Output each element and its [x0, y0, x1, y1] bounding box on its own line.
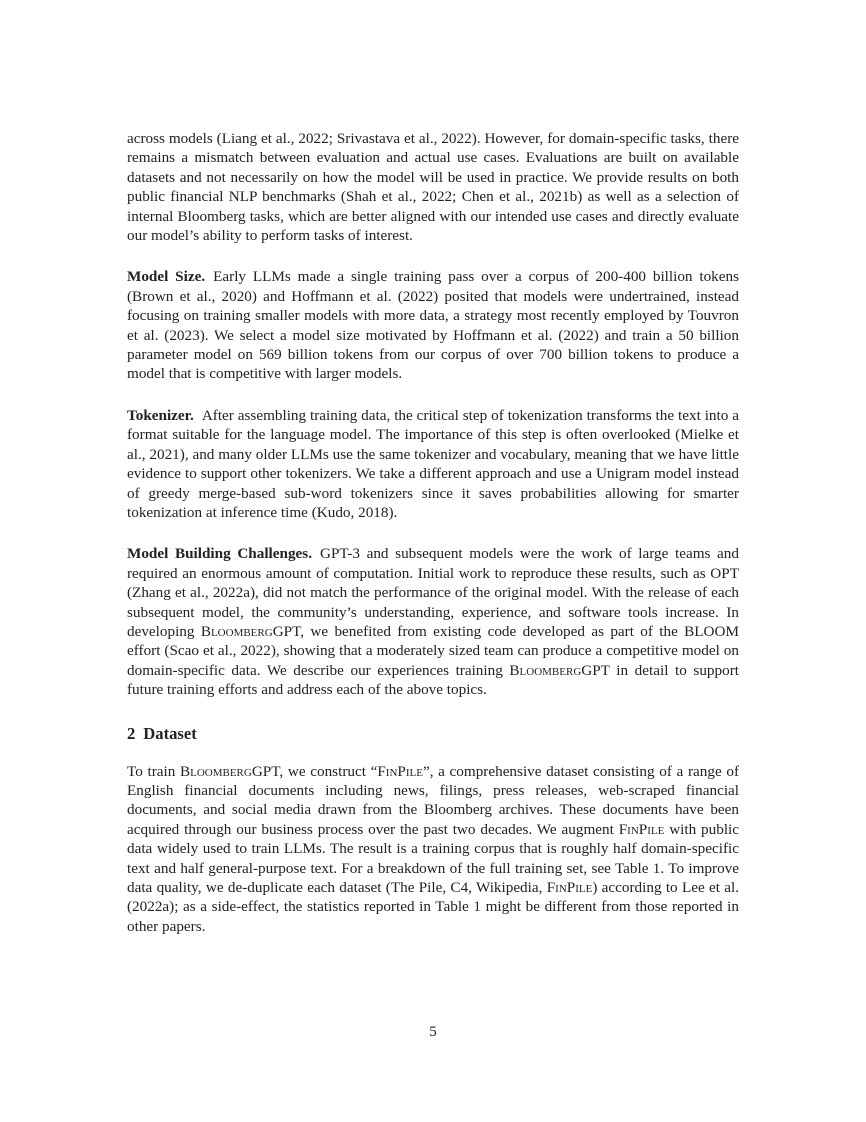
section-title: Dataset	[143, 723, 197, 743]
challenges-text-2: , we benefited from existing code developed as part of the BLOOM effort (Scao et al., 2022), showing that a moderately sized team can produce a competitive model on domain-specific data. We describe our experiences training	[127, 622, 739, 679]
challenges-heading: Model Building Challenges.	[127, 545, 313, 563]
dataset-text-1: To train	[127, 762, 176, 780]
dataset-text-5: ) according to Lee et al. (2022a); as a side-effect, the statistics reported in Table 1 might be different from those reported in other papers.	[127, 879, 739, 935]
page-body	[127, 129, 739, 936]
tokenizer-paragraph	[127, 406, 739, 522]
dataset-paragraph	[127, 762, 739, 937]
page-number: 5	[429, 1024, 437, 1040]
gpt-suffix: GPT	[251, 762, 280, 780]
model-size-text: Early LLMs made a single training pass over a corpus of 200-400 billion tokens (Brown et al., 2020) and Hoffmann et al. (2022) posited that models were undertrained, instead focusing on training smaller models with more data, a strategy most recently employed by Touvron et al. (2023). We select a model size motivated by Hoffmann et al. (2022) and train a 50 billion parameter model on 569 billion tokens from our corpus of over 700 billion tokens to produce a model that is competitive with larger models.	[127, 268, 739, 383]
bloomberg-name: Bloomberg	[179, 762, 252, 780]
gpt-suffix: GPT	[272, 622, 301, 640]
dataset-text-4: with public data widely used to train LLMs. The result is a training corpus that is roughly half domain-specific text and half general-purpose text. For a breakdown of the full training set, see Table 1. To improve data quality, we de-duplicate each dataset (The Pile, C4, Wikipedia,	[127, 820, 740, 896]
tokenizer-heading: Tokenizer.	[127, 406, 194, 424]
intro-paragraph: across models (Liang et al., 2022; Srivastava et al., 2022). However, for domain-specific tasks, there remains a mismatch between evaluation and actual use cases. Evaluations are built on available datasets and not necessarily on how the model will be used in practice. We provide results on both public financial NLP benchmarks (Shah et al., 2022; Chen et al., 2021b) as well as a selection of internal Bloomberg tasks, which are better aligned with our intended use cases and directly evaluate our model’s ability to perform tasks of interest.	[127, 130, 739, 245]
finpile-name: FinPile	[546, 879, 593, 896]
model-size-paragraph	[127, 267, 739, 383]
tokenizer-text: After assembling training data, the critical step of tokenization transforms the text into a format suitable for the language model. The importance of this step is often overlooked (Mielke et al., 2021), and many older LLMs use the same tokenizer and vocabulary, meaning that we have little evidence to support other tokenizers. We take a different approach and use a Unigram model instead of greedy merge-based sub-word tokenizers since it saves probabilities allowing for smarter tokenization at inference time (Kudo, 2018).	[127, 406, 739, 521]
challenges-text-3: in detail to support future training efforts and address each of the above topics.	[127, 661, 739, 699]
challenges-paragraph	[127, 544, 739, 699]
finpile-name: FinPile	[618, 820, 665, 838]
gpt-suffix: GPT	[581, 661, 610, 679]
dataset-text-3: ”, a comprehensive dataset consisting of a range of English financial documents including news, filings, press releases, web-scraped financial documents, and social media drawn from the Bloomberg archives. These documents have been acquired through our business process over the past two decades. We augment	[127, 762, 740, 838]
dataset-text-2: , we construct “	[279, 762, 378, 780]
challenges-text-1: GPT-3 and subsequent models were the work of large teams and required an enormous amount of computation. Initial work to reproduce these results, such as OPT (Zhang et al., 2022a), did not match the performance of the original model. With the release of each subsequent model, the community’s understanding, experience, and software tools increase. In developing	[127, 545, 739, 640]
bloomberg-name: Bloomberg	[509, 661, 582, 679]
finpile-name: FinPile	[377, 762, 423, 780]
model-size-heading: Model Size.	[127, 268, 206, 286]
section-heading-dataset	[127, 724, 739, 744]
bloomberg-name: Bloomberg	[200, 622, 273, 640]
section-number: 2	[127, 723, 136, 743]
